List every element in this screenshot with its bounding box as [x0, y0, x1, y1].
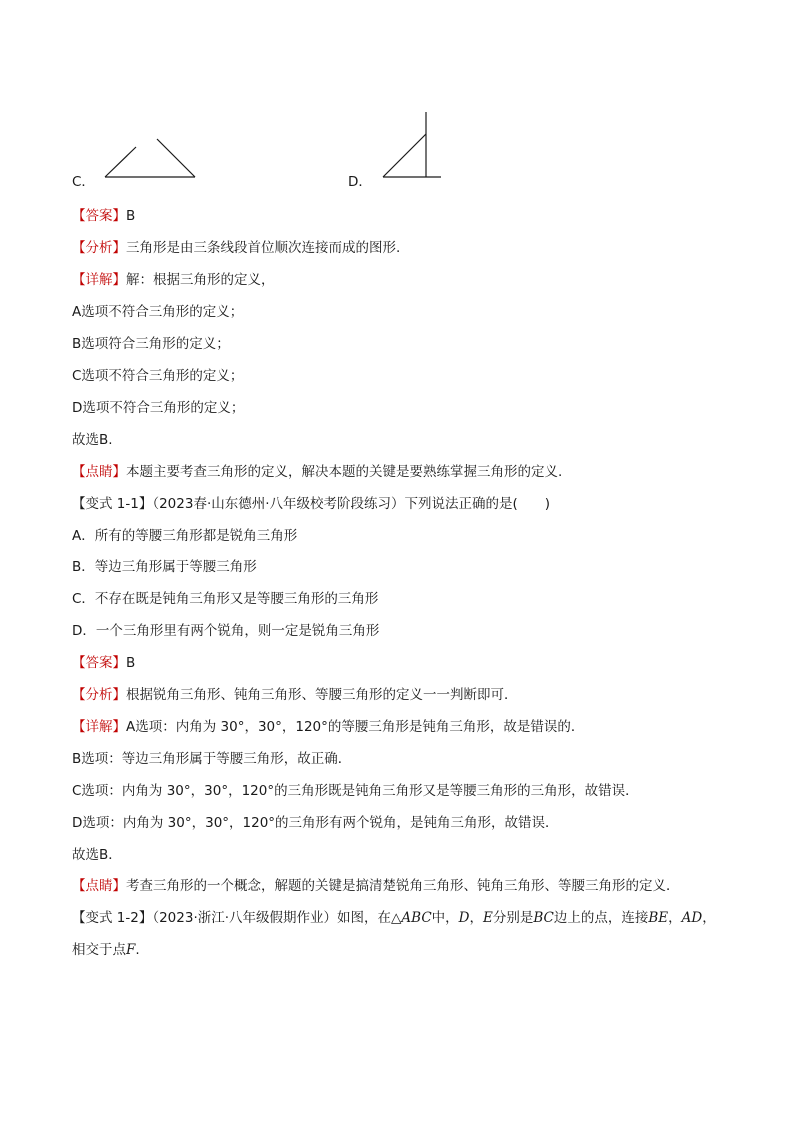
answer-line	[72, 654, 135, 672]
text-segment: 中，	[431, 910, 459, 926]
text-segment: ，	[702, 910, 716, 926]
text-segment: ，	[469, 910, 483, 926]
option-c-figure	[100, 136, 200, 182]
detail-text: 解：根据三角形的定义，	[126, 272, 275, 288]
detail-line	[72, 718, 584, 736]
var-ad: AD	[681, 910, 703, 926]
var-be: BE	[648, 910, 669, 926]
text-segment: .	[135, 942, 140, 958]
answer-line	[72, 207, 135, 225]
triangle-symbol: △	[391, 910, 402, 926]
text-segment: ，	[668, 910, 682, 926]
analysis-tag: 【分析】	[72, 240, 126, 256]
analysis-tag: 【分析】	[72, 687, 126, 703]
detail-line-d: D选项不符合三角形的定义；	[72, 400, 245, 416]
comment-tag: 【点睛】	[72, 464, 126, 480]
detail-tag: 【详解】	[72, 272, 126, 288]
detail-text: A选项：内角为 30°，30°，120°的等腰三角形是钝角三角形，故是错误的．	[126, 719, 585, 735]
conclusion-line: 故选B．	[72, 847, 122, 863]
variant-1-1-option-c: C．不存在既是钝角三角形又是等腰三角形的三角形	[72, 591, 379, 607]
var-bc: BC	[533, 910, 554, 926]
option-c-label: C．	[72, 174, 95, 190]
answer-tag: 【答案】	[72, 655, 126, 671]
var-abc: ABC	[401, 910, 432, 926]
conclusion-line: 故选B.	[72, 432, 113, 448]
detail-line-d: D选项：内角为 30°，30°，120°的三角形有两个锐角，是钝角三角形，故错误．	[72, 815, 559, 831]
analysis-text: 根据锐角三角形、钝角三角形、等腰三角形的定义一一判断即可．	[126, 687, 518, 703]
comment-line	[72, 463, 562, 481]
variant-1-1-option-d: D．一个三角形里有两个锐角，则一定是锐角三角形	[72, 623, 380, 639]
comment-tag: 【点睛】	[72, 878, 126, 894]
detail-line-b: B选项：等边三角形属于等腰三角形，故正确．	[72, 751, 352, 767]
variant-1-1-option-a: A．所有的等腰三角形都是锐角三角形	[72, 528, 298, 544]
detail-line-a: A选项不符合三角形的定义；	[72, 304, 244, 320]
comment-line	[72, 877, 680, 895]
var-d: D	[458, 910, 470, 926]
variant-1-1-option-b: B．等边三角形属于等腰三角形	[72, 559, 257, 575]
detail-line-c: C选项不符合三角形的定义；	[72, 368, 244, 384]
answer-value: B	[126, 655, 136, 671]
var-e: E	[483, 910, 493, 926]
text-segment: 边上的点，连接	[553, 910, 649, 926]
text-segment: 分别是	[492, 910, 534, 926]
line2-prefix: 相交于点	[72, 942, 126, 958]
var-f: F	[126, 942, 136, 958]
answer-value: B	[126, 208, 136, 224]
comment-text: 考查三角形的一个概念，解题的关键是搞清楚锐角三角形、钝角三角形、等腰三角形的定义．	[126, 878, 680, 894]
detail-line	[72, 271, 275, 289]
detail-line-b: B选项符合三角形的定义；	[72, 336, 230, 352]
detail-tag: 【详解】	[72, 719, 126, 735]
variant-1-2-title	[72, 909, 716, 927]
detail-line-c: C选项：内角为 30°，30°，120°的三角形既是钝角三角形又是等腰三角形的三角形，故错误．	[72, 783, 639, 799]
answer-tag: 【答案】	[72, 208, 126, 224]
option-d-label: D．	[348, 174, 372, 190]
variant-1-2-line2	[72, 941, 140, 959]
variant-1-1-title: 【变式 1-1】（2023春·山东德州·八年级校考阶段练习）下列说法正确的是( )	[72, 496, 551, 512]
variant-1-2-prefix: 【变式 1-2】（2023·浙江·八年级假期作业）如图，在	[72, 910, 392, 926]
comment-text: 本题主要考查三角形的定义，解决本题的关键是要熟练掌握三角形的定义.	[126, 464, 563, 480]
analysis-line	[72, 686, 518, 704]
analysis-text: 三角形是由三条线段首位顺次连接而成的图形.	[126, 240, 401, 256]
option-d-figure	[378, 110, 448, 182]
analysis-line	[72, 239, 400, 257]
